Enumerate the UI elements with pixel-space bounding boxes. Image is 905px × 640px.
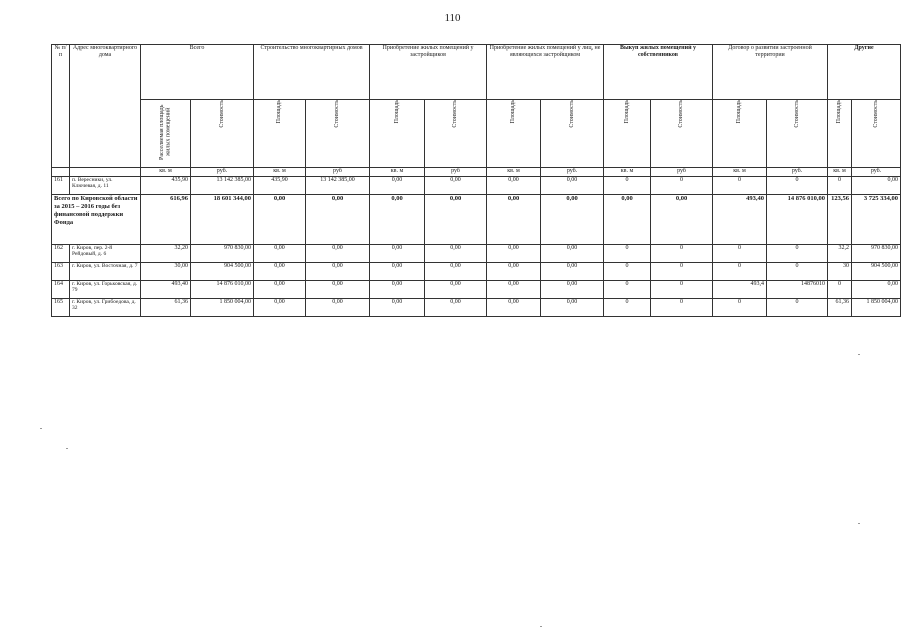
table-cell: 0,00 — [425, 263, 487, 281]
table-cell: 0,00 — [254, 299, 306, 317]
table-cell: 904 500,00 — [852, 263, 901, 281]
header-address: Адрес многоквартирного дома — [70, 45, 141, 168]
unit-cell: кв. м — [713, 168, 767, 177]
table-cell: 61,36 — [828, 299, 852, 317]
subheader-area: Площадь — [828, 100, 852, 168]
total-cell: 0,00 — [254, 195, 306, 245]
row-address: г. Киров, пер. 2-й Рейдовый, д. 6 — [70, 245, 141, 263]
table-cell: 0,00 — [425, 281, 487, 299]
total-cell: 0,00 — [487, 195, 541, 245]
table-cell: 32,2 — [828, 245, 852, 263]
unit-cell: кв. м — [487, 168, 541, 177]
table-cell: 0,00 — [487, 299, 541, 317]
table-cell: 0,00 — [852, 281, 901, 299]
table-cell: 0,00 — [254, 263, 306, 281]
table-cell: 435,90 — [141, 177, 191, 195]
subheader-cost: Стоимость — [852, 100, 901, 168]
table-total — [52, 195, 901, 245]
subheader-cost: Стоимость — [541, 100, 604, 168]
units-row — [52, 168, 901, 177]
header-row-groups — [52, 45, 901, 100]
table-cell: 0,00 — [852, 177, 901, 195]
table-cell: 0,00 — [306, 299, 370, 317]
header-group-non-developer-purchase: Приобретение жилых помещений у лиц, не являющихся застройщиком — [487, 45, 604, 100]
row-address: п. Вересники, ул. Ключевая, д. 11 — [70, 177, 141, 195]
table-cell: 0 — [651, 177, 713, 195]
table-cell: 0 — [767, 263, 828, 281]
unit-cell: руб. — [852, 168, 901, 177]
scan-speck — [540, 626, 542, 627]
subheader-cost: Стоимость — [425, 100, 487, 168]
table-cell: 0,00 — [487, 177, 541, 195]
units-empty — [52, 168, 70, 177]
table-cell: 0,00 — [541, 177, 604, 195]
table-cell: 0 — [604, 245, 651, 263]
table-cell: 0,00 — [370, 177, 425, 195]
header-group-construction: Строительство многоквартирных домов — [254, 45, 370, 100]
page-number: 110 — [444, 12, 461, 24]
table-cell: 0 — [604, 177, 651, 195]
subheader-area: Площадь — [370, 100, 425, 168]
table-cell: 0 — [604, 263, 651, 281]
table-cell: 0,00 — [425, 299, 487, 317]
table-cell: 1 850 004,00 — [191, 299, 254, 317]
total-cell: 0,00 — [604, 195, 651, 245]
row-address: г. Киров, ул. Восточная, д. 7 — [70, 263, 141, 281]
table-cell: 0,00 — [254, 245, 306, 263]
row-number: 163 — [52, 263, 70, 281]
total-row — [52, 195, 901, 245]
table-cell: 0,00 — [306, 263, 370, 281]
table-cell: 0,00 — [541, 299, 604, 317]
table-cell: 0 — [651, 245, 713, 263]
table-cell: 493,40 — [141, 281, 191, 299]
table-cell: 0 — [767, 299, 828, 317]
header-group-total: Всего — [141, 45, 254, 100]
table-cell: 0,00 — [487, 245, 541, 263]
subheader-resettled-area: Расселяемая площадь жилых помещений — [141, 100, 191, 168]
table-cell: 0 — [651, 263, 713, 281]
row-number: 161 — [52, 177, 70, 195]
table-body-bottom — [52, 245, 901, 317]
table-cell: 0,00 — [306, 245, 370, 263]
table-cell: 904 500,00 — [191, 263, 254, 281]
total-cell: 0,00 — [306, 195, 370, 245]
table-cell: 0,00 — [487, 263, 541, 281]
total-cell: 493,40 — [713, 195, 767, 245]
table-cell: 1 850 004,00 — [852, 299, 901, 317]
table-cell: 0 — [767, 245, 828, 263]
unit-cell: руб. — [541, 168, 604, 177]
table-body-top — [52, 177, 901, 195]
subheader-cost: Стоимость — [191, 100, 254, 168]
table-cell: 0,00 — [370, 281, 425, 299]
unit-cell: руб — [306, 168, 370, 177]
table-cell: 0,00 — [425, 177, 487, 195]
total-cell: 0,00 — [370, 195, 425, 245]
table-cell: 0 — [651, 299, 713, 317]
header-group-other: Другие — [828, 45, 901, 100]
table-cell: 0,00 — [306, 281, 370, 299]
table-cell: 0,00 — [487, 281, 541, 299]
unit-cell: кв. м — [828, 168, 852, 177]
table-cell: 13 142 385,00 — [191, 177, 254, 195]
subheader-area: Площадь — [713, 100, 767, 168]
table-cell: 970 830,00 — [852, 245, 901, 263]
total-cell: 0,00 — [425, 195, 487, 245]
table-row — [52, 281, 901, 299]
table-cell: 0 — [604, 299, 651, 317]
scan-speck — [858, 354, 860, 355]
total-cell: 3 725 334,00 — [852, 195, 901, 245]
total-cell: 0,00 — [651, 195, 713, 245]
table-cell: 13 142 385,00 — [306, 177, 370, 195]
unit-cell: руб. — [767, 168, 828, 177]
header-group-buyout: Выкуп жилых помещений у собственников — [604, 45, 713, 100]
table-cell: 0 — [828, 177, 852, 195]
table-cell: 970 830,00 — [191, 245, 254, 263]
subheader-cost: Стоимость — [651, 100, 713, 168]
row-number: 162 — [52, 245, 70, 263]
scan-speck — [40, 428, 42, 429]
table-cell: 0 — [651, 281, 713, 299]
table-cell: 0,00 — [425, 245, 487, 263]
unit-cell: руб — [425, 168, 487, 177]
table-cell: 493,4 — [713, 281, 767, 299]
unit-cell: кв. м — [370, 168, 425, 177]
row-address: г. Киров, ул. Горьковская, д. 79 — [70, 281, 141, 299]
total-cell: 0,00 — [541, 195, 604, 245]
table-row — [52, 263, 901, 281]
table-cell: 0 — [828, 281, 852, 299]
table-cell: 435,90 — [254, 177, 306, 195]
total-cell: 123,56 — [828, 195, 852, 245]
table-cell: 0 — [713, 299, 767, 317]
table-cell: 32,20 — [141, 245, 191, 263]
row-number: 164 — [52, 281, 70, 299]
table-cell: 0,00 — [370, 263, 425, 281]
unit-cell: руб — [651, 168, 713, 177]
table-cell: 0,00 — [370, 245, 425, 263]
header-row-subcolumns — [52, 100, 901, 168]
subheader-area: Площадь — [487, 100, 541, 168]
unit-cell: кв. м — [141, 168, 191, 177]
header-group-territory-agreement: Договор о развитии застроенной территории — [713, 45, 828, 100]
table-cell: 0 — [604, 281, 651, 299]
row-number: 165 — [52, 299, 70, 317]
table-cell: 30 — [828, 263, 852, 281]
unit-cell: руб. — [191, 168, 254, 177]
resettlement-table — [51, 44, 901, 317]
unit-cell: кв. м — [254, 168, 306, 177]
unit-cell: кв. м — [604, 168, 651, 177]
total-cell: 616,96 — [141, 195, 191, 245]
table-cell: 14 876 010,00 — [191, 281, 254, 299]
total-label: Всего по Кировской области за 2015 – 2016 годы без финансовой поддержки Фонда — [52, 195, 141, 245]
table-cell: 0 — [713, 263, 767, 281]
row-address: г. Киров, ул. Грибоедова, д. 32 — [70, 299, 141, 317]
table-cell: 0 — [713, 177, 767, 195]
table-cell: 0 — [713, 245, 767, 263]
subheader-area: Площадь — [254, 100, 306, 168]
table-cell: 30,00 — [141, 263, 191, 281]
table-cell: 0,00 — [254, 281, 306, 299]
subheader-cost: Стоимость — [767, 100, 828, 168]
scan-speck — [66, 448, 68, 449]
table-row — [52, 299, 901, 317]
total-cell: 14 876 010,00 — [767, 195, 828, 245]
header-group-developer-purchase: Приобретение жилых помещений у застройщиков — [370, 45, 487, 100]
table-row — [52, 245, 901, 263]
scan-speck — [858, 523, 860, 524]
table-cell: 0,00 — [541, 263, 604, 281]
table-row — [52, 177, 901, 195]
units-empty — [70, 168, 141, 177]
subheader-area: Площадь — [604, 100, 651, 168]
table-cell: 0 — [767, 177, 828, 195]
subheader-cost: Стоимость — [306, 100, 370, 168]
table-cell: 0,00 — [541, 245, 604, 263]
table-cell: 0,00 — [541, 281, 604, 299]
table-cell: 0,00 — [370, 299, 425, 317]
table-cell: 14876010 — [767, 281, 828, 299]
header-num: № п/п — [52, 45, 70, 168]
table-cell: 61,36 — [141, 299, 191, 317]
total-cell: 18 601 344,00 — [191, 195, 254, 245]
